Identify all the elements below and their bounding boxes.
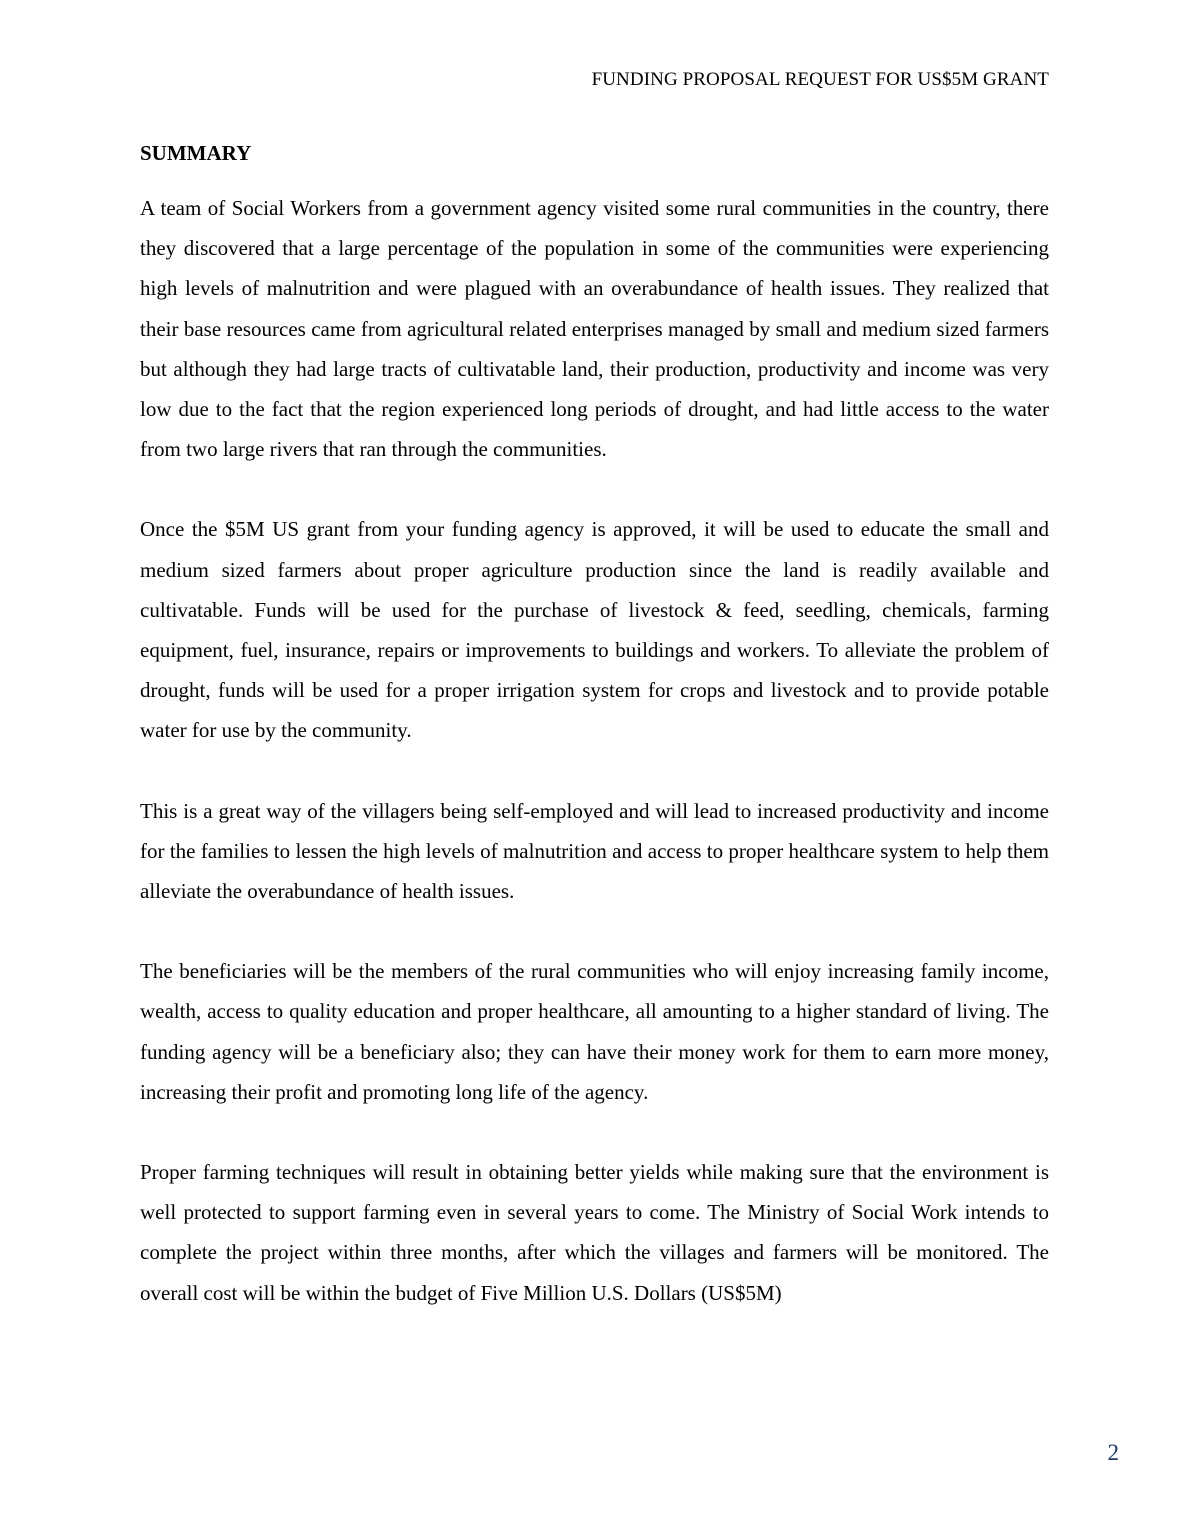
paragraph-beneficiaries: The beneficiaries will be the members of the rural communities who will enjoy increasing family income, wealth, access to quality education and proper healthcare, all amounting to a higher standard of living. The funding agency will be a beneficiary also; they can have their money work for them to earn more money, increasing their profit and promoting long life of the agency. [140,959,1049,1104]
paragraph-funding-use: Once the $5M US grant from your funding agency is approved, it will be used to educate the small and medium sized farmers about proper agriculture production since the land is readily available and cultivatable. Funds will be used for the purchase of livestock & feed, seedling, chemicals, farming equipment, fuel, insurance, repairs or improvements to buildings and workers. To alleviate the problem of drought, funds will be used for a proper irrigation system for crops and livestock and to provide potable water for use by the community. [140,517,1049,743]
running-header: FUNDING PROPOSAL REQUEST FOR US$5M GRANT [591,69,1049,90]
document-body [140,138,1049,1353]
paragraph-timeline-budget: Proper farming techniques will result in obtaining better yields while making sure that the environment is well protected to support farming even in several years to come. The Ministry of Social Work intends to complete the project within three months, after which the villages and farmers will be monitored. The overall cost will be within the budget of Five Million U.S. Dollars (US$5M) [140,1160,1049,1305]
paragraph-problem: A team of Social Workers from a government agency visited some rural communities in the country, there they discovered that a large percentage of the population in some of the communities were experiencing high levels of malnutrition and were plagued with an overabundance of health issues. They realized that their base resources came from agricultural related enterprises managed by small and medium sized farmers but although they had large tracts of cultivatable land, their production, productivity and income was very low due to the fact that the region experienced long periods of drought, and had little access to the water from two large rivers that ran through the communities. [140,196,1049,462]
section-heading: SUMMARY [140,141,252,165]
page-number: 2 [1107,1440,1119,1465]
paragraph-self-employment: This is a great way of the villagers being self-employed and will lead to increased productivity and income for the families to lessen the high levels of malnutrition and access to proper healthcare system to help them alleviate the overabundance of health issues. [140,798,1049,904]
